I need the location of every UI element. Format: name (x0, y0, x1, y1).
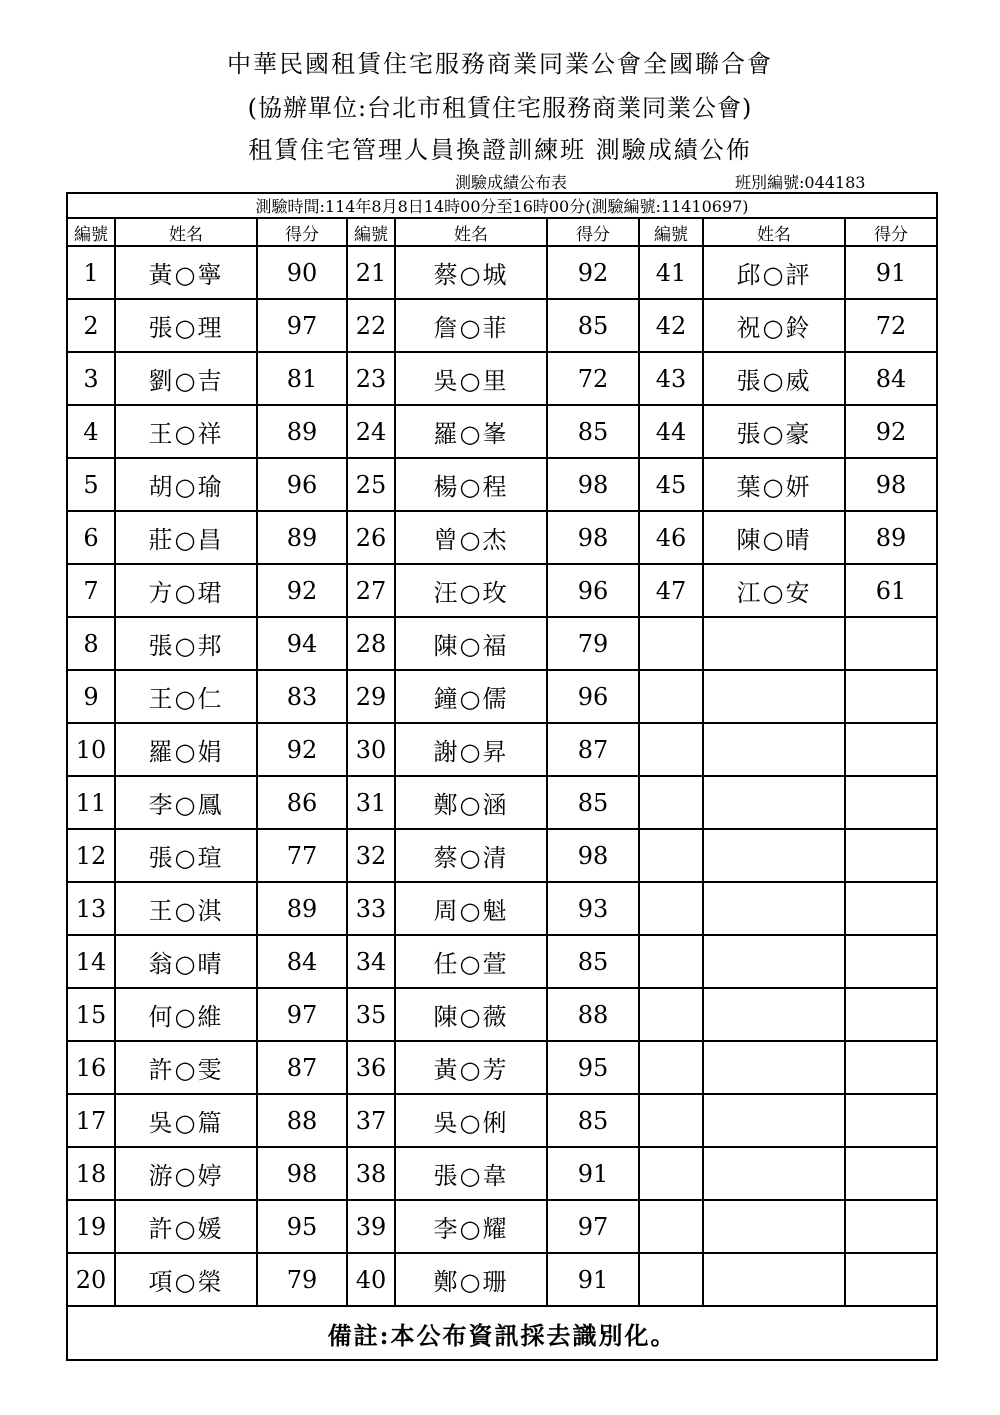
entry-name (703, 1253, 845, 1306)
entry-number (639, 988, 703, 1041)
entry-score: 88 (257, 1094, 347, 1147)
entry-name: 吳○篇 (115, 1094, 257, 1147)
entry-name: 張○韋 (395, 1147, 547, 1200)
table-row (67, 511, 937, 564)
entry-name: 黃○寧 (115, 246, 257, 299)
entry-number: 31 (347, 776, 395, 829)
entry-name: 楊○程 (395, 458, 547, 511)
entry-number (639, 1200, 703, 1253)
entry-score: 91 (547, 1147, 639, 1200)
entry-score (845, 1041, 937, 1094)
entry-number: 6 (67, 511, 115, 564)
entry-number: 8 (67, 617, 115, 670)
entry-number: 32 (347, 829, 395, 882)
column-header: 姓名 (395, 218, 547, 246)
entry-name: 張○理 (115, 299, 257, 352)
entry-name (703, 723, 845, 776)
entry-number: 42 (639, 299, 703, 352)
entry-name: 黃○芳 (395, 1041, 547, 1094)
entry-number (639, 1253, 703, 1306)
entry-score (845, 935, 937, 988)
entry-name: 蔡○清 (395, 829, 547, 882)
table-row (67, 405, 937, 458)
entry-number: 37 (347, 1094, 395, 1147)
entry-name (703, 776, 845, 829)
entry-number (639, 1147, 703, 1200)
entry-name: 詹○菲 (395, 299, 547, 352)
entry-name: 曾○杰 (395, 511, 547, 564)
entry-score: 92 (845, 405, 937, 458)
column-header: 得分 (845, 218, 937, 246)
entry-number: 12 (67, 829, 115, 882)
entry-number: 26 (347, 511, 395, 564)
entry-score: 81 (257, 352, 347, 405)
column-header: 姓名 (703, 218, 845, 246)
entry-score (845, 1094, 937, 1147)
entry-number (639, 776, 703, 829)
entry-name: 祝○鈴 (703, 299, 845, 352)
entry-number: 17 (67, 1094, 115, 1147)
entry-number: 2 (67, 299, 115, 352)
entry-name (703, 882, 845, 935)
table-row (67, 617, 937, 670)
entry-number: 38 (347, 1147, 395, 1200)
entry-name: 張○豪 (703, 405, 845, 458)
entry-name: 莊○昌 (115, 511, 257, 564)
entry-number: 36 (347, 1041, 395, 1094)
entry-score: 86 (257, 776, 347, 829)
entry-score: 88 (547, 988, 639, 1041)
entry-score: 95 (547, 1041, 639, 1094)
entry-name: 許○媛 (115, 1200, 257, 1253)
entry-name: 王○仁 (115, 670, 257, 723)
table-row (67, 1041, 937, 1094)
entry-name: 鄭○涵 (395, 776, 547, 829)
entry-number: 39 (347, 1200, 395, 1253)
entry-name: 張○威 (703, 352, 845, 405)
entry-number: 11 (67, 776, 115, 829)
entry-number: 29 (347, 670, 395, 723)
entry-score: 83 (257, 670, 347, 723)
entry-score: 97 (547, 1200, 639, 1253)
entry-score: 89 (257, 511, 347, 564)
entry-number: 28 (347, 617, 395, 670)
entry-score: 97 (257, 299, 347, 352)
entry-name: 方○珺 (115, 564, 257, 617)
entry-number: 21 (347, 246, 395, 299)
entry-score: 98 (547, 458, 639, 511)
entry-number: 16 (67, 1041, 115, 1094)
entry-score: 98 (845, 458, 937, 511)
entry-score (845, 670, 937, 723)
entry-name: 羅○峯 (395, 405, 547, 458)
entry-score: 77 (257, 829, 347, 882)
entry-number (639, 1041, 703, 1094)
entry-score: 89 (845, 511, 937, 564)
entry-name: 鐘○儒 (395, 670, 547, 723)
entry-name: 江○安 (703, 564, 845, 617)
entry-number: 19 (67, 1200, 115, 1253)
entry-number: 7 (67, 564, 115, 617)
entry-name: 許○雯 (115, 1041, 257, 1094)
table-row (67, 723, 937, 776)
entry-name: 謝○昇 (395, 723, 547, 776)
column-header: 得分 (547, 218, 639, 246)
entry-score: 91 (547, 1253, 639, 1306)
entry-score: 96 (257, 458, 347, 511)
table-row (67, 1200, 937, 1253)
entry-score: 87 (547, 723, 639, 776)
entry-name: 汪○玫 (395, 564, 547, 617)
entry-score (845, 723, 937, 776)
entry-score: 79 (257, 1253, 347, 1306)
entry-number: 3 (67, 352, 115, 405)
entry-number: 33 (347, 882, 395, 935)
entry-number: 27 (347, 564, 395, 617)
entry-score: 84 (257, 935, 347, 988)
column-header: 編號 (347, 218, 395, 246)
entry-number: 1 (67, 246, 115, 299)
entry-number: 23 (347, 352, 395, 405)
entry-number: 15 (67, 988, 115, 1041)
entry-score (845, 988, 937, 1041)
entry-name: 鄭○珊 (395, 1253, 547, 1306)
entry-number (639, 829, 703, 882)
entry-name: 翁○晴 (115, 935, 257, 988)
table-row (67, 776, 937, 829)
entry-name: 吳○俐 (395, 1094, 547, 1147)
entry-name: 羅○娟 (115, 723, 257, 776)
entry-score: 91 (845, 246, 937, 299)
column-header: 姓名 (115, 218, 257, 246)
entry-name (703, 1200, 845, 1253)
entry-name (703, 617, 845, 670)
table-row (67, 1147, 937, 1200)
entry-name: 張○邦 (115, 617, 257, 670)
entry-score (845, 1147, 937, 1200)
entry-name (703, 1041, 845, 1094)
entry-number: 45 (639, 458, 703, 511)
column-header: 編號 (67, 218, 115, 246)
course-title: 租賃住宅管理人員換證訓練班 測驗成績公佈 (248, 136, 752, 164)
entry-name: 張○瑄 (115, 829, 257, 882)
entry-score (845, 1253, 937, 1306)
entry-name (703, 1094, 845, 1147)
entry-name (703, 1147, 845, 1200)
entry-score: 98 (547, 511, 639, 564)
entry-score: 61 (845, 564, 937, 617)
entry-score (845, 617, 937, 670)
table-row (67, 1094, 937, 1147)
entry-number: 14 (67, 935, 115, 988)
org-title: 中華民國租賃住宅服務商業同業公會全國聯合會 (227, 50, 773, 78)
entry-score: 96 (547, 564, 639, 617)
entry-name (703, 935, 845, 988)
entry-name: 任○萱 (395, 935, 547, 988)
entry-number: 18 (67, 1147, 115, 1200)
entry-number (639, 670, 703, 723)
table-row (67, 352, 937, 405)
table-row (67, 829, 937, 882)
table-row (67, 988, 937, 1041)
entry-number (639, 617, 703, 670)
entry-number: 22 (347, 299, 395, 352)
entry-score: 84 (845, 352, 937, 405)
entry-number (639, 1094, 703, 1147)
entry-name (703, 988, 845, 1041)
entry-name: 何○維 (115, 988, 257, 1041)
entry-name: 游○婷 (115, 1147, 257, 1200)
column-header: 編號 (639, 218, 703, 246)
entry-number: 44 (639, 405, 703, 458)
entry-score: 85 (547, 1094, 639, 1147)
score-table (66, 192, 938, 1361)
entry-number: 34 (347, 935, 395, 988)
exam-time-info: 測驗時間:114年8月8日14時00分至16時00分(測驗編號:11410697) (67, 193, 937, 218)
entry-number: 43 (639, 352, 703, 405)
entry-score: 97 (257, 988, 347, 1041)
entry-number: 40 (347, 1253, 395, 1306)
entry-score: 92 (547, 246, 639, 299)
entry-number (639, 723, 703, 776)
entry-number (639, 935, 703, 988)
entry-number: 13 (67, 882, 115, 935)
entry-name: 李○耀 (395, 1200, 547, 1253)
remark-note: 備註:本公布資訊採去識別化。 (67, 1306, 937, 1360)
entry-number: 24 (347, 405, 395, 458)
entry-score: 89 (257, 882, 347, 935)
entry-name: 蔡○城 (395, 246, 547, 299)
entry-name (703, 670, 845, 723)
entry-name: 王○淇 (115, 882, 257, 935)
entry-number: 9 (67, 670, 115, 723)
table-row (67, 670, 937, 723)
entry-number: 30 (347, 723, 395, 776)
entry-name: 王○祥 (115, 405, 257, 458)
entry-score: 85 (547, 405, 639, 458)
entry-score: 72 (845, 299, 937, 352)
entry-number: 20 (67, 1253, 115, 1306)
entry-score: 95 (257, 1200, 347, 1253)
entry-score (845, 776, 937, 829)
column-header: 得分 (257, 218, 347, 246)
entry-score: 85 (547, 935, 639, 988)
entry-number: 5 (67, 458, 115, 511)
entry-number: 35 (347, 988, 395, 1041)
table-row (67, 458, 937, 511)
entry-score: 98 (547, 829, 639, 882)
table-row (67, 299, 937, 352)
entry-score: 92 (257, 564, 347, 617)
entry-number: 4 (67, 405, 115, 458)
table-row (67, 1253, 937, 1306)
entry-score: 89 (257, 405, 347, 458)
entry-name: 陳○晴 (703, 511, 845, 564)
entry-score: 72 (547, 352, 639, 405)
entry-score: 92 (257, 723, 347, 776)
entry-name: 吳○里 (395, 352, 547, 405)
entry-score (845, 1200, 937, 1253)
entry-number (639, 882, 703, 935)
entry-name: 葉○妍 (703, 458, 845, 511)
table-row (67, 246, 937, 299)
entry-name: 劉○吉 (115, 352, 257, 405)
entry-number: 10 (67, 723, 115, 776)
entry-name: 李○鳳 (115, 776, 257, 829)
entry-name: 陳○薇 (395, 988, 547, 1041)
co-organizer: (協辦單位:台北市租賃住宅服務商業同業公會) (247, 94, 753, 122)
table-row (67, 564, 937, 617)
entry-score (845, 882, 937, 935)
entry-score: 98 (257, 1147, 347, 1200)
entry-score: 93 (547, 882, 639, 935)
entry-score: 79 (547, 617, 639, 670)
entry-name: 胡○瑜 (115, 458, 257, 511)
entry-name: 邱○評 (703, 246, 845, 299)
entry-number: 41 (639, 246, 703, 299)
entry-score: 96 (547, 670, 639, 723)
entry-number: 46 (639, 511, 703, 564)
entry-score (845, 829, 937, 882)
table-row (67, 882, 937, 935)
entry-score: 94 (257, 617, 347, 670)
table-title: 測驗成績公布表 (455, 173, 568, 192)
entry-name (703, 829, 845, 882)
entry-name: 項○榮 (115, 1253, 257, 1306)
entry-score: 90 (257, 246, 347, 299)
entry-score: 85 (547, 776, 639, 829)
entry-name: 陳○福 (395, 617, 547, 670)
class-number: 班別編號:044183 (735, 173, 866, 192)
entry-name: 周○魁 (395, 882, 547, 935)
entry-number: 47 (639, 564, 703, 617)
entry-score: 85 (547, 299, 639, 352)
table-row (67, 935, 937, 988)
entry-number: 25 (347, 458, 395, 511)
entry-score: 87 (257, 1041, 347, 1094)
